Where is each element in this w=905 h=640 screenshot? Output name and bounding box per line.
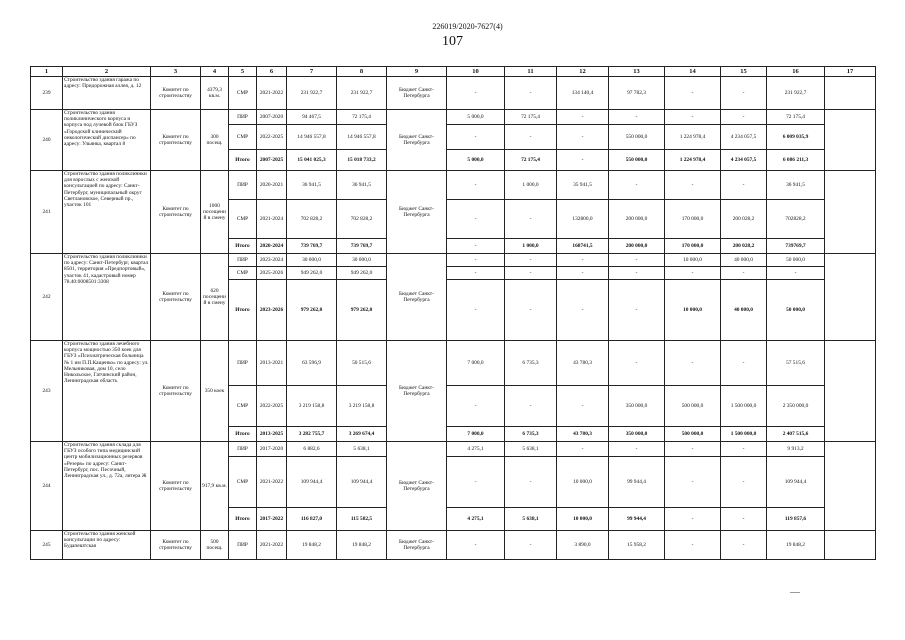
header-cell: 8: [337, 67, 387, 77]
value-cell: 170 000,0: [665, 200, 721, 239]
value-cell: 10 000,0: [665, 254, 721, 267]
row-number: 243: [31, 341, 63, 442]
value-cell: 19 848,2: [337, 531, 387, 560]
value-cell: 2 407 515,6: [767, 427, 825, 442]
row-number: 242: [31, 254, 63, 341]
header-cell: 16: [767, 67, 825, 77]
capacity: 4379,3 кв.м.: [201, 77, 229, 110]
value-cell: -: [665, 457, 721, 508]
value-cell: 14 946 557,8: [337, 125, 387, 150]
value-cell: -: [721, 77, 767, 110]
work-type: СМР: [229, 386, 257, 427]
value-cell: 19 848,2: [287, 531, 337, 560]
header-cell: 11: [505, 67, 557, 77]
object-name: Строительство здания женской консультации по адресу: Будапештская: [63, 531, 151, 560]
customer: Комитет по строительству: [151, 110, 201, 171]
value-cell: 170 000,0: [665, 239, 721, 254]
header-cell: 15: [721, 67, 767, 77]
value-cell: 200 028,2: [721, 239, 767, 254]
value-cell: 979 262,0: [337, 280, 387, 341]
value-cell: 1 224 978,4: [665, 125, 721, 150]
value-cell: -: [557, 150, 609, 171]
value-cell: 3 282 755,7: [287, 427, 337, 442]
period: 2020-2021: [257, 171, 287, 200]
period: 2021-2022: [257, 77, 287, 110]
value-cell: -: [767, 267, 825, 280]
value-cell: -: [505, 200, 557, 239]
value-cell: -: [557, 280, 609, 341]
empty-cell: [825, 110, 876, 171]
capacity: 500 посещ.: [201, 531, 229, 560]
value-cell: 116 827,0: [287, 508, 337, 531]
work-type: Итого: [229, 508, 257, 531]
header-cell: 14: [665, 67, 721, 77]
period: 2021-2024: [257, 200, 287, 239]
header-cell: 4: [201, 67, 229, 77]
value-cell: 702 828,2: [287, 200, 337, 239]
value-cell: 30 000,0: [287, 254, 337, 267]
work-type: ПИР: [229, 341, 257, 386]
funding-source: Бюджет Санкт-Петербурга: [387, 77, 447, 110]
value-cell: 500 000,0: [665, 386, 721, 427]
value-cell: 739769,7: [767, 239, 825, 254]
value-cell: 132800,0: [557, 200, 609, 239]
value-cell: 63 596,9: [287, 341, 337, 386]
work-type: Итого: [229, 239, 257, 254]
header-cell: 12: [557, 67, 609, 77]
period: 2013-2021: [257, 341, 287, 386]
value-cell: -: [665, 531, 721, 560]
value-cell: 115 582,5: [337, 508, 387, 531]
value-cell: 35 941,5: [557, 171, 609, 200]
capacity: 300 посещ.: [201, 110, 229, 171]
value-cell: 10 000,0: [557, 457, 609, 508]
empty-cell: [825, 171, 876, 254]
header-cell: 2: [63, 67, 151, 77]
work-type: Итого: [229, 150, 257, 171]
funding-source: Бюджет Санкт-Петербурга: [387, 531, 447, 560]
customer: Комитет по строительству: [151, 341, 201, 442]
capacity: 1000 посещений в смену: [201, 171, 229, 254]
value-cell: -: [557, 254, 609, 267]
funding-source: Бюджет Санкт-Петербурга: [387, 442, 447, 531]
work-type: СМР: [229, 77, 257, 110]
value-cell: 40 000,0: [721, 280, 767, 341]
header-cell: 10: [447, 67, 505, 77]
value-cell: 739 769,7: [337, 239, 387, 254]
value-cell: -: [447, 280, 505, 341]
value-cell: 6 009 035,9: [767, 125, 825, 150]
value-cell: -: [665, 442, 721, 457]
investment-program-table: [30, 66, 876, 560]
table-row: [31, 171, 876, 200]
period: 2025-2026: [257, 267, 287, 280]
period: 2007-2020: [257, 110, 287, 125]
value-cell: 4 234 057,5: [721, 125, 767, 150]
value-cell: -: [665, 77, 721, 110]
header-cell: 5: [229, 67, 257, 77]
capacity: 350 коек: [201, 341, 229, 442]
value-cell: -: [447, 386, 505, 427]
value-cell: -: [505, 254, 557, 267]
value-cell: 109 944,4: [767, 457, 825, 508]
value-cell: 30 000,0: [337, 254, 387, 267]
value-cell: 134 140,4: [557, 77, 609, 110]
value-cell: -: [665, 341, 721, 386]
value-cell: -: [665, 110, 721, 125]
value-cell: -: [665, 508, 721, 531]
value-cell: -: [447, 254, 505, 267]
value-cell: -: [447, 77, 505, 110]
value-cell: -: [505, 77, 557, 110]
table-row: [31, 77, 876, 110]
value-cell: 739 769,7: [287, 239, 337, 254]
value-cell: -: [721, 457, 767, 508]
object-name: Строительство здания лечебного корпуса мощностью 350 коек для ГБУЗ «Психиатрическая больница № 1 им П.П.Кащенко» по адресу: ул. Мельниковая, дом 10, село Никольское, Гатчинский район, Ленинградская область: [63, 341, 151, 442]
value-cell: 1 224 978,4: [665, 150, 721, 171]
value-cell: -: [721, 171, 767, 200]
value-cell: 5 638,1: [505, 508, 557, 531]
period: 2023-2024: [257, 254, 287, 267]
table-row: [31, 254, 876, 267]
period: 2013-2025: [257, 427, 287, 442]
value-cell: -: [609, 254, 665, 267]
work-type: Итого: [229, 280, 257, 341]
value-cell: 231 922,7: [767, 77, 825, 110]
work-type: ПИР: [229, 442, 257, 457]
value-cell: 3 890,0: [557, 531, 609, 560]
value-cell: 72 175,4: [505, 150, 557, 171]
value-cell: 200 000,0: [609, 239, 665, 254]
value-cell: 43 780,3: [557, 341, 609, 386]
value-cell: 4 275,1: [447, 442, 505, 457]
value-cell: -: [557, 110, 609, 125]
value-cell: -: [721, 442, 767, 457]
row-number: 244: [31, 442, 63, 531]
scan-speck: [790, 592, 800, 593]
value-cell: 72 175,4: [767, 110, 825, 125]
value-cell: 4 275,1: [447, 508, 505, 531]
value-cell: 36 941,5: [287, 171, 337, 200]
value-cell: 1 500 000,0: [721, 386, 767, 427]
empty-cell: [825, 77, 876, 110]
value-cell: 15 041 025,3: [287, 150, 337, 171]
period: 2023-2026: [257, 280, 287, 341]
value-cell: -: [505, 386, 557, 427]
value-cell: 57 515,6: [767, 341, 825, 386]
value-cell: -: [447, 200, 505, 239]
value-cell: 702828,2: [767, 200, 825, 239]
value-cell: -: [557, 267, 609, 280]
value-cell: 36 941,5: [337, 171, 387, 200]
value-cell: 119 857,6: [767, 508, 825, 531]
page-number: 107: [442, 34, 463, 49]
empty-cell: [825, 254, 876, 341]
object-name: Строительство здания склада для ГБУЗ особого типа медицинский центр мобилизационных резервов «Резерв» по адресу: Санкт-Петербург, пос. Песочный, Ленинградская ул., д. 72а, литера Ж: [63, 442, 151, 531]
value-cell: -: [447, 457, 505, 508]
period: 2017-2022: [257, 508, 287, 531]
value-cell: -: [447, 531, 505, 560]
document-number: 226019/2020-7627(4): [432, 22, 503, 31]
value-cell: 9 913,2: [767, 442, 825, 457]
value-cell: 3 269 674,4: [337, 427, 387, 442]
customer: Комитет по строительству: [151, 442, 201, 531]
value-cell: 19 848,2: [767, 531, 825, 560]
value-cell: 500 000,0: [665, 427, 721, 442]
value-cell: -: [665, 267, 721, 280]
value-cell: 168741,5: [557, 239, 609, 254]
value-cell: 350 000,0: [609, 386, 665, 427]
customer: Комитет по строительству: [151, 77, 201, 110]
value-cell: 231 922,7: [337, 77, 387, 110]
funding-source: Бюджет Санкт-Петербурга: [387, 254, 447, 341]
value-cell: -: [505, 267, 557, 280]
work-type: Итого: [229, 427, 257, 442]
header-row: [31, 67, 876, 77]
value-cell: 10 000,0: [665, 280, 721, 341]
value-cell: 14 946 557,8: [287, 125, 337, 150]
value-cell: -: [447, 267, 505, 280]
value-cell: 5 000,0: [447, 150, 505, 171]
object-name: Строительство здания поликлинического корпуса и корпуса под лучевой блок ГБУЗ «Городской клинический онкологический диспансер» по адресу: Ульянка, квартал 8: [63, 110, 151, 171]
value-cell: 1 000,0: [505, 171, 557, 200]
value-cell: 50 000,0: [767, 280, 825, 341]
value-cell: -: [609, 171, 665, 200]
work-type: ПИР: [229, 110, 257, 125]
work-type: СМР: [229, 200, 257, 239]
header-cell: 17: [825, 67, 876, 77]
value-cell: 4 234 057,5: [721, 150, 767, 171]
funding-source: Бюджет Санкт-Петербурга: [387, 110, 447, 171]
value-cell: 109 944,4: [287, 457, 337, 508]
value-cell: 6 882,6: [287, 442, 337, 457]
customer: Комитет по строительству: [151, 254, 201, 341]
value-cell: 949 262,0: [287, 267, 337, 280]
object-name: Строительство здания поликлиники по адресу: Санкт-Петербург, квартал 8501, территория «Предпортовый», участок 41, кадастровый номер 78.40:0008501:3308: [63, 254, 151, 341]
customer: Комитет по строительству: [151, 171, 201, 254]
value-cell: -: [721, 267, 767, 280]
capacity: 620 посещений в смену: [201, 254, 229, 341]
header-cell: 9: [387, 67, 447, 77]
work-type: ПИР: [229, 531, 257, 560]
value-cell: -: [721, 110, 767, 125]
table-row: [31, 531, 876, 560]
value-cell: 3 219 158,8: [287, 386, 337, 427]
value-cell: -: [557, 386, 609, 427]
period: 2022-2025: [257, 125, 287, 150]
value-cell: -: [609, 442, 665, 457]
object-name: Строительство здания поликлиники для взрослых с женской консультацией по адресу: Санкт-Петербург, муниципальный округ Светлановское, Северный пр., участок 101: [63, 171, 151, 254]
value-cell: 5 000,0: [447, 110, 505, 125]
work-type: ПИР: [229, 171, 257, 200]
table-row: [31, 341, 876, 386]
table-row: [31, 110, 876, 125]
value-cell: 550 000,0: [609, 125, 665, 150]
work-type: ПИР: [229, 254, 257, 267]
period: 2020-2024: [257, 239, 287, 254]
value-cell: -: [721, 508, 767, 531]
value-cell: 3 219 158,8: [337, 386, 387, 427]
value-cell: -: [721, 341, 767, 386]
value-cell: -: [557, 442, 609, 457]
header-cell: 1: [31, 67, 63, 77]
value-cell: 15 018 733,2: [337, 150, 387, 171]
row-number: 241: [31, 171, 63, 254]
empty-cell: [825, 341, 876, 442]
header-cell: 3: [151, 67, 201, 77]
funding-source: Бюджет Санкт-Петербурга: [387, 171, 447, 254]
value-cell: -: [609, 267, 665, 280]
value-cell: 6 735,3: [505, 427, 557, 442]
value-cell: -: [557, 125, 609, 150]
value-cell: 1 000,0: [505, 239, 557, 254]
work-type: СМР: [229, 267, 257, 280]
value-cell: 50 515,6: [337, 341, 387, 386]
value-cell: 40 000,0: [721, 254, 767, 267]
period: 2007-2025: [257, 150, 287, 171]
value-cell: 72 175,4: [337, 110, 387, 125]
row-number: 239: [31, 77, 63, 110]
value-cell: -: [447, 239, 505, 254]
value-cell: 10 000,0: [557, 508, 609, 531]
work-type: СМР: [229, 457, 257, 508]
customer: Комитет по строительству: [151, 531, 201, 560]
value-cell: 200 000,0: [609, 200, 665, 239]
value-cell: -: [609, 341, 665, 386]
table-row: [31, 442, 876, 457]
value-cell: -: [609, 110, 665, 125]
value-cell: 72 175,4: [505, 110, 557, 125]
value-cell: 97 782,3: [609, 77, 665, 110]
value-cell: 949 262,0: [337, 267, 387, 280]
period: 2017-2020: [257, 442, 287, 457]
value-cell: 99 944,4: [609, 508, 665, 531]
value-cell: 6 086 211,3: [767, 150, 825, 171]
value-cell: -: [447, 125, 505, 150]
value-cell: 6 735,3: [505, 341, 557, 386]
value-cell: 979 262,0: [287, 280, 337, 341]
value-cell: 200 028,2: [721, 200, 767, 239]
value-cell: -: [505, 125, 557, 150]
value-cell: 550 000,0: [609, 150, 665, 171]
empty-cell: [825, 442, 876, 531]
work-type: СМР: [229, 125, 257, 150]
value-cell: 109 944,4: [337, 457, 387, 508]
capacity: 917,9 кв.м.: [201, 442, 229, 531]
empty-cell: [825, 531, 876, 560]
value-cell: 99 944,4: [609, 457, 665, 508]
period: 2021-2022: [257, 457, 287, 508]
header-cell: 7: [287, 67, 337, 77]
row-number: 245: [31, 531, 63, 560]
value-cell: 702 828,2: [337, 200, 387, 239]
value-cell: 2 350 000,0: [767, 386, 825, 427]
value-cell: -: [609, 280, 665, 341]
value-cell: -: [505, 280, 557, 341]
object-name: Строительство здания гаража по адресу: Придорожная аллея, д. 12: [63, 77, 151, 110]
row-number: 240: [31, 110, 63, 171]
value-cell: 7 000,0: [447, 427, 505, 442]
value-cell: -: [505, 531, 557, 560]
value-cell: 94 467,5: [287, 110, 337, 125]
funding-source: Бюджет Санкт-Петербурга: [387, 341, 447, 442]
value-cell: 7 000,0: [447, 341, 505, 386]
value-cell: 15 958,2: [609, 531, 665, 560]
value-cell: 350 000,0: [609, 427, 665, 442]
value-cell: 43 780,3: [557, 427, 609, 442]
value-cell: 36 941,5: [767, 171, 825, 200]
value-cell: 5 638,1: [337, 442, 387, 457]
value-cell: -: [447, 171, 505, 200]
value-cell: -: [505, 457, 557, 508]
value-cell: 231 922,7: [287, 77, 337, 110]
value-cell: 1 500 000,0: [721, 427, 767, 442]
header-cell: 6: [257, 67, 287, 77]
period: 2022-2025: [257, 386, 287, 427]
header-cell: 13: [609, 67, 665, 77]
value-cell: 5 638,1: [505, 442, 557, 457]
value-cell: 50 000,0: [767, 254, 825, 267]
value-cell: -: [665, 171, 721, 200]
value-cell: -: [721, 531, 767, 560]
period: 2021-2022: [257, 531, 287, 560]
